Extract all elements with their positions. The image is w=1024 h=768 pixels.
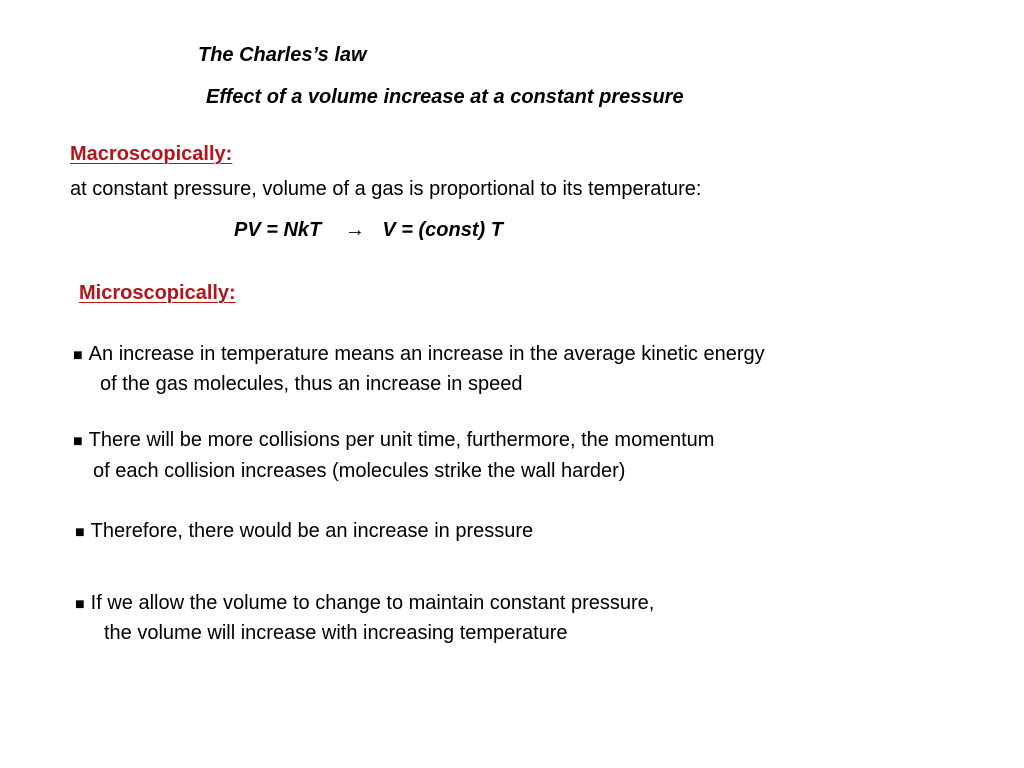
- bullet-text: An increase in temperature means an increase in the average kinetic energy: [88, 343, 765, 365]
- bullet-item: [75, 591, 654, 617]
- macroscopic-heading: Macroscopically:: [70, 143, 233, 165]
- bullet-continuation: the volume will increase with increasing temperature: [104, 622, 568, 644]
- equation-right: V = (const) T: [382, 219, 503, 241]
- microscopic-heading: Microscopically:: [79, 282, 236, 304]
- slide-subtitle: Effect of a volume increase at a constant pressure: [206, 86, 684, 108]
- equation-left: PV = NkT: [234, 219, 322, 241]
- macroscopic-description: at constant pressure, volume of a gas is proportional to its temperature:: [70, 178, 702, 200]
- slide-title: The Charles’s law: [198, 44, 367, 66]
- bullet-text: Therefore, there would be an increase in pressure: [90, 520, 534, 542]
- bullet-continuation: of the gas molecules, thus an increase in speed: [100, 373, 523, 395]
- bullet-text: There will be more collisions per unit time, furthermore, the momentum: [88, 429, 715, 451]
- bullet-text: If we allow the volume to change to maintain constant pressure,: [90, 592, 655, 614]
- square-bullet-icon: ■: [73, 347, 83, 364]
- bullet-item: [73, 428, 714, 454]
- bullet-item: [73, 342, 765, 368]
- equation: [234, 218, 503, 242]
- square-bullet-icon: ■: [73, 433, 83, 450]
- right-arrow-icon: →: [344, 219, 365, 241]
- bullet-continuation: of each collision increases (molecules strike the wall harder): [93, 460, 626, 482]
- square-bullet-icon: ■: [75, 524, 85, 541]
- square-bullet-icon: ■: [75, 596, 85, 613]
- bullet-item: [75, 519, 533, 545]
